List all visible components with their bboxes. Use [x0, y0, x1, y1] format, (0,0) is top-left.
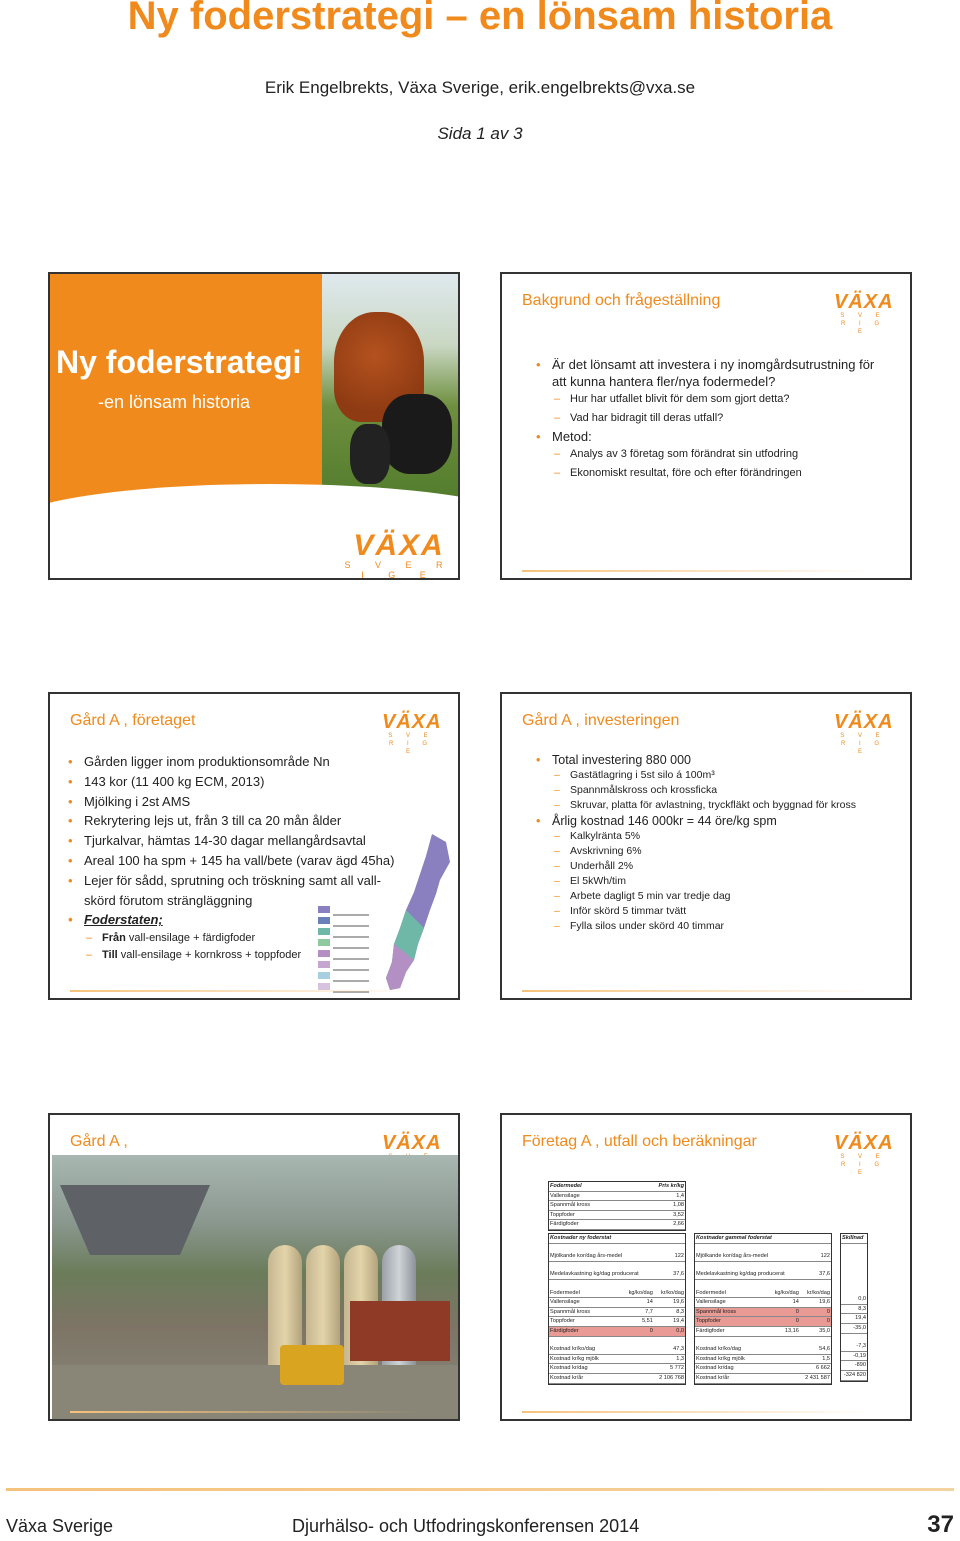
calf	[350, 424, 390, 484]
slide-investment	[500, 692, 912, 1000]
difference-header: Skillnad	[841, 1234, 867, 1243]
footer-organisation: Växa Sverige	[6, 1516, 114, 1536]
table-row: 8,3	[841, 1304, 867, 1314]
label-rest: vall-ensilage + kornkross + toppfoder	[117, 949, 302, 962]
sub-bullet-item: – Arbete dagligt 5 min var tredje dag	[536, 889, 896, 904]
table-row: Kostnad kr/ko/dag 47,3	[549, 1345, 685, 1354]
slide-calculations	[500, 1113, 912, 1421]
vaxa-logo	[834, 292, 892, 336]
logo-sub: S V E R I G E	[840, 733, 886, 755]
feed-plan-to	[68, 947, 408, 964]
sub-bullet-item: – Skruvar, platta för avlastning, tryckfläkt och byggnad för kross	[536, 798, 896, 813]
price-header-price: Pris kr/kg	[631, 1182, 685, 1191]
slide-heading: Gård A ,	[70, 1133, 128, 1150]
slide-heading: Gård A , investeringen	[522, 712, 680, 729]
sub-bullet-item: – Vad har bidragit till deras utfall?	[536, 409, 886, 428]
document-title: Ny foderstrategi – en lönsam historia	[127, 0, 833, 38]
price-header-feed: Fodermedel	[549, 1182, 631, 1191]
table-row: Kostnad kr/dag 5 772	[549, 1364, 685, 1374]
slide-background	[500, 272, 912, 580]
logo-word: VÄXA	[382, 711, 442, 733]
footer-rule	[6, 1488, 954, 1491]
table-row: Vallensilage 14 19,6	[549, 1298, 685, 1308]
table-row: Toppfoder 3,52	[549, 1210, 685, 1220]
table-row: Fodermedel kg/ko/dag kr/ko/dag	[695, 1289, 831, 1298]
vaxa-logo-large	[340, 529, 458, 580]
bullet-item: • Lejer för sådd, sprutning och tröskning samt all vall-skörd förutom strängläggning	[68, 871, 408, 911]
table-row: Medelavkastning kg/dag producerat 37,6	[695, 1270, 831, 1279]
sub-bullet-item: – Analys av 3 företag som förändrat sin utfodring	[536, 445, 886, 464]
vaxa-logo	[834, 712, 892, 756]
slide-farm-photos	[48, 1113, 460, 1421]
sub-bullet-item: – Spannmålskross och krossficka	[536, 783, 896, 798]
bullet-item: • Årlig kostnad 146 000kr = 44 öre/kg spm	[536, 813, 896, 829]
bullet-item: • 143 kor (11 400 kg ECM, 2013)	[68, 772, 408, 792]
sub-bullet-item: – Fylla silos under skörd 40 timmar	[536, 919, 896, 934]
sub-bullet-item: – Inför skörd 5 timmar tvätt	[536, 904, 896, 919]
sub-bullet-item: – Gastätlagring i 5st silo á 100m³	[536, 768, 896, 783]
table-row: Färdigfoder 2,66	[549, 1220, 685, 1230]
sub-bullet-item: – El 5kWh/tim	[536, 874, 896, 889]
table-row: Spannmål kross 0 0	[695, 1307, 831, 1317]
slide-heading: Bakgrund och frågeställning	[522, 292, 721, 309]
slide-heading: Företag A , utfall och beräkningar	[522, 1133, 757, 1150]
slide-underline	[522, 570, 872, 572]
feed-plan-from	[68, 930, 408, 947]
slide-title-heading: Ny foderstrategi	[56, 344, 302, 380]
logo-word: VÄXA	[834, 1132, 894, 1154]
old-plan-header: Kostnader gammal foderstat	[695, 1234, 831, 1243]
slide-underline	[70, 1411, 420, 1413]
table-row: Kostnad kr/år 2 106 768	[549, 1373, 685, 1383]
bullet-item: • Tjurkalvar, hämtas 14-30 dagar mellangårdsavtal	[68, 831, 408, 851]
table-row: Färdigfoder 13,16 35,0	[695, 1326, 831, 1336]
table-row: Kostnad kr/dag 6 662	[695, 1364, 831, 1374]
tractor	[280, 1345, 344, 1385]
table-row: Toppfoder 0 0	[695, 1317, 831, 1327]
table-row: -7,3	[841, 1342, 867, 1351]
slide-underline	[70, 990, 420, 992]
table-row: 0,0	[841, 1295, 867, 1304]
table-row: Färdigfoder 0 0,0	[549, 1326, 685, 1336]
bullet-item: • Total investering 880 000	[536, 752, 896, 768]
footer-page-number: 37	[927, 1511, 954, 1538]
sub-bullet-item: – Underhåll 2%	[536, 859, 896, 874]
logo-word: VÄXA	[834, 711, 894, 733]
sub-bullet-item: – Avskrivning 6%	[536, 844, 896, 859]
foderstaten-heading: • Foderstaten;	[68, 910, 408, 930]
slide-title-subheading: -en lönsam historia	[98, 392, 251, 412]
logo-sub: S V E R I G E	[840, 313, 886, 335]
bullet-item: • Metod:	[536, 428, 886, 445]
table-row: Spannmål kross 7,7 8,3	[549, 1307, 685, 1317]
sub-bullet-item: – Ekonomiskt resultat, före och efter förändringen	[536, 464, 886, 483]
bullet-item: • Gården ligger inom produktionsområde Nn	[68, 752, 408, 772]
bullet-list	[68, 752, 408, 964]
table-row: Kostnad kr/år 2 431 587	[695, 1373, 831, 1383]
legend-row	[318, 972, 376, 980]
table-row: Vallensilage 1,4	[549, 1191, 685, 1201]
author-line: Erik Engelbrekts, Växa Sverige, erik.engelbrekts@vxa.se	[264, 78, 696, 97]
sub-bullet-item: – Kalkylränta 5%	[536, 829, 896, 844]
slide-title	[48, 272, 460, 580]
bullet-item: • Rekrytering lejs ut, från 3 till ca 20 mån ålder	[68, 811, 408, 831]
barn	[350, 1301, 450, 1361]
table-row: Medelavkastning kg/dag producerat 37,6	[549, 1270, 685, 1279]
footer-conference: Djurhälso- och Utfodringskonferensen 2014	[292, 1516, 640, 1536]
label-rest: vall-ensilage + färdigfoder	[125, 932, 256, 945]
logo-word: VÄXA	[353, 529, 445, 562]
table-row: Toppfoder 5,51 19,4	[549, 1317, 685, 1327]
table-row: -890	[841, 1361, 867, 1371]
price-table	[548, 1181, 686, 1231]
table-row: Vallensilage 14 19,6	[695, 1298, 831, 1308]
table-row: 19,4	[841, 1314, 867, 1324]
slide-underline	[522, 1411, 872, 1413]
table-row: -35,0	[841, 1323, 867, 1333]
old-plan-table	[694, 1233, 832, 1385]
table-row: Kostnad kr/kg mjölk 1,3	[549, 1354, 685, 1364]
slide-farm-company	[48, 692, 460, 1000]
bullet-item: • Areal 100 ha spm + 145 ha vall/bete (varav ägd 45ha)	[68, 851, 408, 871]
page-indicator: Sida 1 av 3	[437, 124, 523, 143]
table-row: Spannmål kross 1,08	[549, 1201, 685, 1211]
table-row: Fodermedel kg/ko/dag kr/ko/dag	[549, 1289, 685, 1298]
logo-sub: S V E R I G E	[344, 560, 454, 580]
table-row: Kostnad kr/ko/dag 54,6	[695, 1345, 831, 1354]
logo-word: VÄXA	[382, 1132, 442, 1154]
new-plan-header: Kostnader ny foderstat	[549, 1234, 685, 1243]
vaxa-logo	[382, 712, 440, 756]
table-row: Kostnad kr/kg mjölk 1,5	[695, 1354, 831, 1364]
bullet-item: • Mjölking i 2st AMS	[68, 792, 408, 812]
bullet-list	[536, 356, 886, 483]
table-row: -0,19	[841, 1351, 867, 1361]
bullet-list	[536, 752, 896, 934]
label-bold: Från	[102, 932, 126, 945]
logo-word: VÄXA	[834, 291, 894, 313]
black-cow	[382, 394, 452, 474]
slide-underline	[522, 990, 872, 992]
cow-photo	[322, 274, 460, 514]
difference-table	[840, 1233, 868, 1382]
sub-bullet-item: – Hur har utfallet blivit för dem som gjort detta?	[536, 390, 886, 409]
logo-sub: S V E R I G E	[840, 1154, 886, 1176]
new-plan-table	[548, 1233, 686, 1385]
bullet-item: • Är det lönsamt att investera i ny inomgårdsutrustning för att kunna hantera fler/nya fodermedel?	[536, 356, 886, 390]
table-row: Mjölkande kor/dag års-medel 122	[549, 1252, 685, 1261]
vaxa-logo	[834, 1133, 892, 1177]
logo-sub: S V E R I G E	[388, 733, 434, 755]
slide-heading: Gård A , företaget	[70, 712, 196, 729]
label-bold: Till	[102, 949, 118, 962]
table-row: -324 820	[841, 1370, 867, 1380]
table-row: Mjölkande kor/dag års-medel 122	[695, 1252, 831, 1261]
